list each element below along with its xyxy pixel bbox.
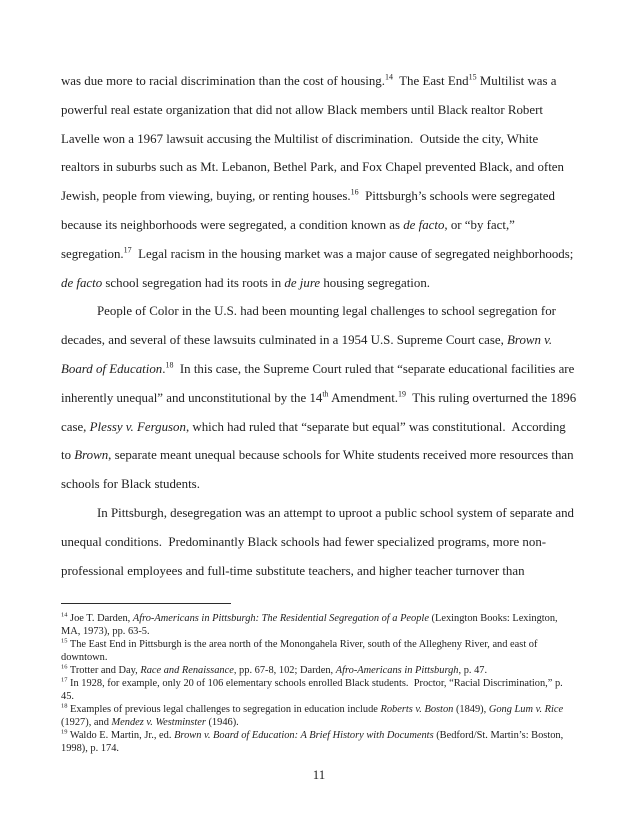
text-run: Afro-Americans in Pittsburgh: The Residential Segregation of a People (132, 613, 429, 624)
page-number: 11 (312, 768, 326, 782)
text-run: (1946). (205, 717, 239, 728)
text-run: In 1928, for example, only 20 of 106 elementary schools enrolled Black students. Proctor, “Racial Discrimination,” p. 45. (61, 678, 566, 702)
text-run: In Pittsburgh, desegregation was an attempt to uproot a public school system of separate and unequal conditions. Predominantly Black schools had fewer specialized programs, more non-professional employees and full-time substitute teachers, and higher teacher turnover than (61, 505, 578, 578)
footnotes-list (61, 612, 578, 755)
footnote-number: 18 (61, 702, 68, 710)
text-run: Race and Renaissance (140, 665, 234, 676)
footnote-separator (61, 603, 231, 604)
footnote-number: 17 (61, 676, 68, 684)
footnote (61, 664, 578, 677)
text-run: Brown v. Board of Education: A Brief History with Documents (174, 730, 434, 741)
footnote (61, 729, 578, 755)
footnote-reference: th (322, 389, 329, 399)
text-run: , separate meant unequal because schools for White students received more resources than schools for Black students. (61, 448, 577, 492)
footnote (61, 638, 578, 664)
text-run: housing segregation. (320, 275, 431, 290)
text-run: This ruling overturned the 1896 case, (61, 390, 580, 434)
text-run: Amendment. (328, 390, 399, 405)
text-run: Pittsburgh’s schools were segregated because its neighborhoods were segregated, a condition known as (61, 189, 559, 232)
footnote-reference: 18 (165, 360, 174, 370)
text-run: (1849), (453, 704, 489, 715)
text-run: school segregation had its roots in (102, 275, 285, 290)
footnote-reference: 17 (123, 245, 132, 255)
footnote (61, 703, 578, 729)
text-run: (1927), and (61, 704, 566, 728)
text-run: Waldo E. Martin, Jr., ed. (67, 730, 175, 741)
paragraph (61, 499, 578, 585)
paragraph (61, 297, 578, 499)
text-run: de facto (61, 275, 103, 290)
footnote-reference: 19 (398, 389, 407, 399)
text-run: , p. 47. (458, 665, 488, 676)
footnote (61, 612, 578, 638)
footnote-reference: 14 (384, 72, 393, 82)
text-run: Afro-Americans in Pittsburgh (335, 665, 459, 676)
text-run: was due more to racial discrimination than the cost of housing. (61, 74, 385, 88)
text-run: , which had ruled that “separate but equal” was constitutional. According to (61, 419, 569, 463)
text-run: People of Color in the U.S. had been mounting legal challenges to school segregation for decades, and several of these lawsuits culminated in a 1954 U.S. Supreme Court case, (61, 304, 560, 348)
text-run: (Bedford/St. Martin’s: Boston, 1998), p. 174. (61, 730, 566, 754)
text-run: The East End (392, 74, 469, 88)
footnote-number: 19 (61, 728, 68, 736)
text-run: Gong Lum v. Rice (488, 704, 564, 715)
text-run: Multilist was a powerful real estate organization that did not allow Black members until Black realtor Robert Lavelle won a 1967 lawsuit accusing the Multilist of discrimination. Outside the city, White realtors in suburbs such as Mt. Lebanon, Bethel Park, and Fox Chapel prevented Black, and often Jewish, people from viewing, buying, or renting houses. (61, 74, 568, 204)
text-run: Brown (74, 448, 109, 463)
text-run: Roberts v. Boston (380, 704, 454, 715)
footnote (61, 677, 578, 703)
text-run: Examples of previous legal challenges to segregation in education include (67, 704, 381, 715)
body-text (61, 67, 578, 585)
text-run: Legal racism in the housing market was a major cause of segregated neighborhoods; (131, 246, 577, 261)
text-run: Brown v. Board of Education (61, 333, 556, 376)
footnote-reference: 16 (350, 187, 359, 197)
text-run: Mendez v. Westminster (111, 717, 206, 728)
text-run: Joe T. Darden, (67, 613, 133, 624)
text-run: (Lexington Books: Lexington, MA, 1973), pp. 63-5. (61, 613, 561, 637)
text-run: de jure (284, 275, 321, 290)
text-run: Trotter and Day, (67, 665, 141, 676)
text-run: The East End in Pittsburgh is the area north of the Monongahela River, south of the Allegheny River, and east of downtown. (61, 639, 541, 663)
text-run: , pp. 67-8, 102; Darden, (233, 665, 336, 676)
text-run: , or “by fact,” segregation. (61, 217, 519, 261)
footnote-number: 15 (61, 637, 68, 645)
footnote-area (61, 603, 578, 755)
footnote-number: 14 (61, 611, 68, 619)
text-run: In this case, the Supreme Court ruled that “separate educational facilities are inherently unequal” and unconstitutional by the 14 (61, 361, 578, 405)
text-run: . (162, 361, 166, 376)
paragraph (61, 67, 578, 297)
footnote-reference: 15 (468, 72, 477, 82)
footnote-number: 16 (61, 663, 68, 671)
text-run: de facto (403, 217, 445, 232)
text-run: Plessy v. Ferguson (89, 419, 186, 434)
